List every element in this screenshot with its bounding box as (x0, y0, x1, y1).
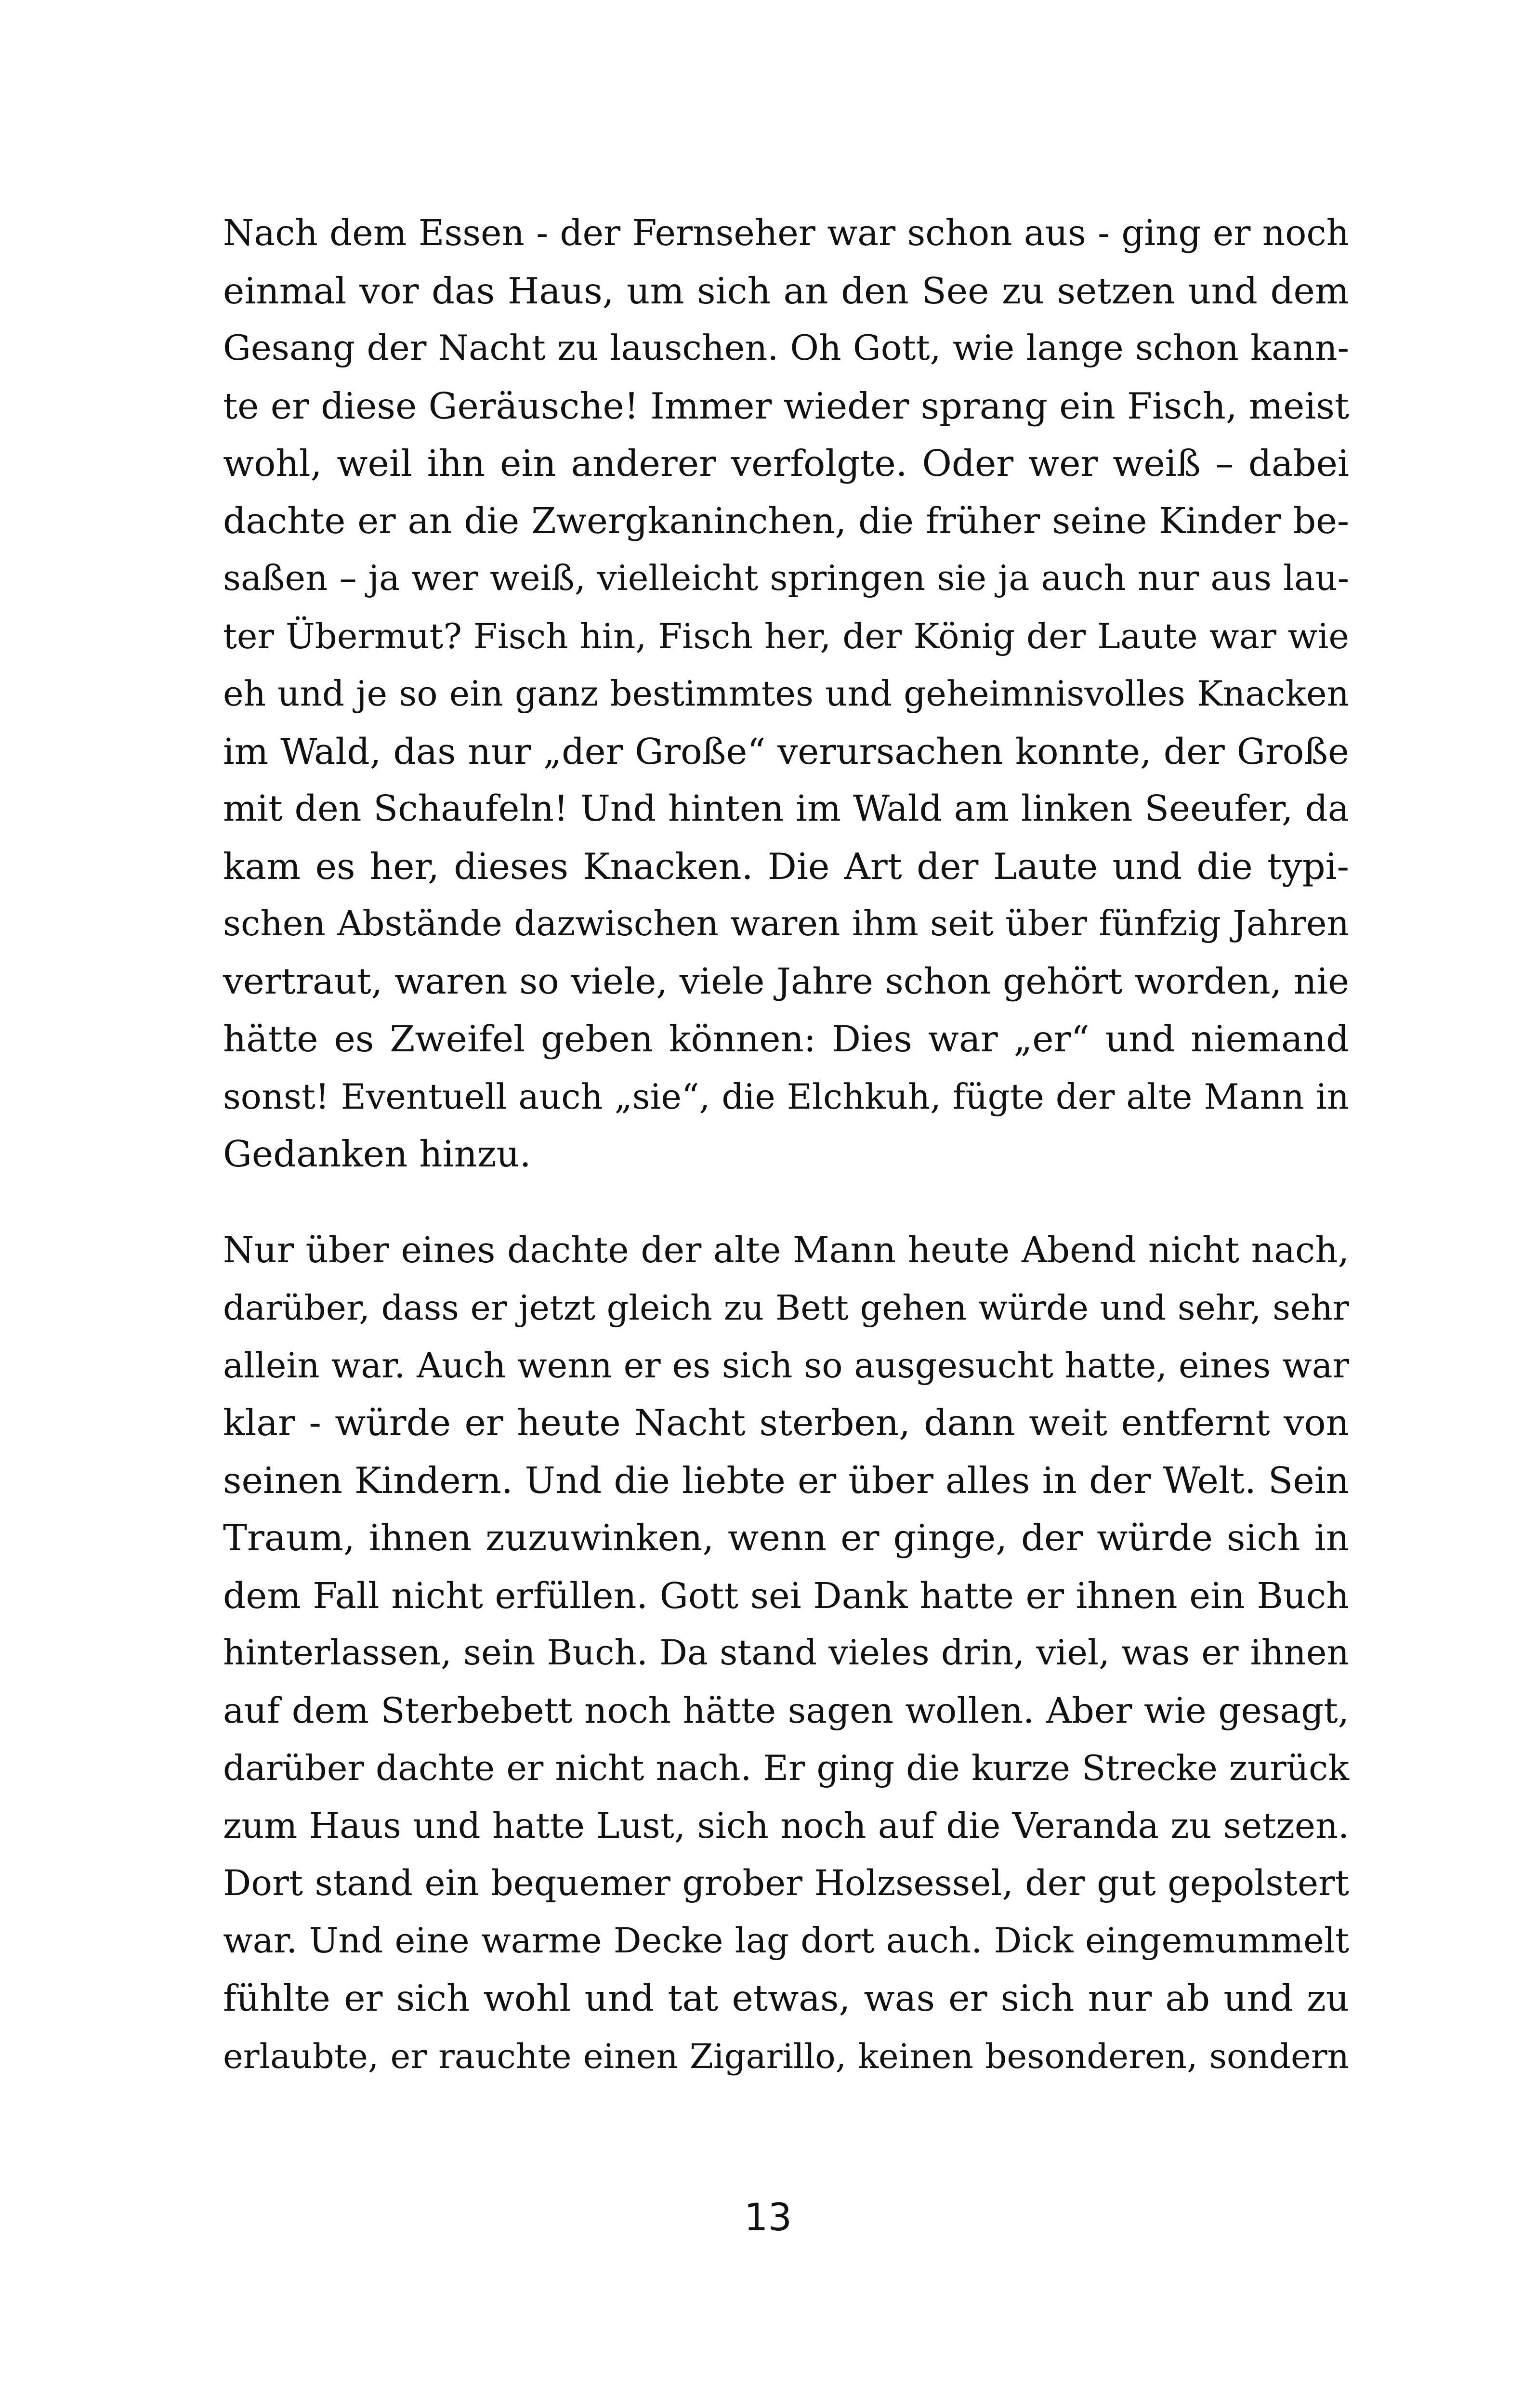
text-line: war. Und eine warme Decke lag dort auch. Dick eingemummelt (223, 1920, 1349, 1961)
text-line: te er diese Geräusche! Immer wieder sprang ein Fisch, meist (223, 384, 1349, 427)
text-line: Gedanken hinzu. (223, 1133, 531, 1175)
text-line: zum Haus und hatte Lust, sich noch auf die Veranda zu setzen. (223, 1805, 1349, 1846)
page-number: 13 (744, 2196, 792, 2239)
text-line: saßen – ja wer weiß, vielleicht springen sie ja auch nur aus lau- (223, 558, 1349, 599)
text-line: Traum, ihnen zuzuwinken, wenn er ginge, der würde sich in (223, 1517, 1349, 1559)
text-line: Nur über eines dachte der alte Mann heute Abend nicht nach, (223, 1230, 1349, 1271)
paragraph-1 (223, 205, 1349, 1183)
paragraph-2 (223, 1222, 1349, 2085)
body-text (223, 205, 1349, 2085)
text-line: im Wald, das nur „der Große“ verursachen konnte, der Große (223, 730, 1349, 772)
text-line: fühlte er sich wohl und tat etwas, was er sich nur ab und zu (223, 1977, 1349, 2019)
text-line: Dort stand ein bequemer grober Holzsessel, der gut gepolstert (223, 1863, 1349, 1904)
text-line: erlaubte, er rauchte einen Zigarillo, keinen besonderen, sondern (223, 2036, 1349, 2076)
text-line: wohl, weil ihn ein anderer verfolgte. Oder wer weiß – dabei (223, 442, 1349, 484)
text-line: schen Abstände dazwischen waren ihm seit über fünfzig Jahren (223, 903, 1349, 944)
text-line: hinterlassen, sein Buch. Da stand vieles drin, viel, was er ihnen (223, 1633, 1349, 1673)
text-line: vertraut, waren so viele, viele Jahre schon gehört worden, nie (223, 960, 1349, 1002)
text-line: Gesang der Nacht zu lauschen. Oh Gott, wie lange schon kann- (223, 328, 1349, 368)
text-line: ter Übermut? Fisch hin, Fisch her, der König der Laute war wie (223, 615, 1349, 656)
text-line: einmal vor das Haus, um sich an den See zu setzen und dem (223, 269, 1349, 312)
text-line: mit den Schaufeln! Und hinten im Wald am linken Seeufer, da (223, 788, 1349, 829)
text-line: darüber, dass er jetzt gleich zu Bett gehen würde und sehr, sehr (223, 1288, 1349, 1328)
text-line: kam es her, dieses Knacken. Die Art der Laute und die typi- (223, 845, 1349, 888)
text-line: auf dem Sterbebett noch hätte sagen wollen. Aber wie gesagt, (223, 1690, 1349, 1731)
text-line: hätte es Zweifel geben können: Dies war „er“ und niemand (223, 1018, 1349, 1060)
paragraph-spacer (223, 1183, 1349, 1222)
text-line: seinen Kindern. Und die liebte er über alles in der Welt. Sein (223, 1459, 1349, 1502)
text-line: dem Fall nicht erfüllen. Gott sei Dank hatte er ihnen ein Buch (223, 1574, 1349, 1617)
text-line: Nach dem Essen - der Fernseher war schon aus - ging er noch (223, 213, 1349, 254)
text-line: allein war. Auch wenn er es sich so ausgesucht hatte, eines war (223, 1345, 1349, 1386)
text-line: darüber dachte er nicht nach. Er ging die kurze Strecke zurück (223, 1748, 1349, 1788)
text-line: dachte er an die Zwergkaninchen, die früher seine Kinder be- (223, 500, 1349, 542)
text-line: eh und je so ein ganz bestimmtes und geheimnisvolles Knacken (223, 673, 1349, 714)
text-line: klar - würde er heute Nacht sterben, dann weit entfernt von (223, 1401, 1349, 1444)
text-line: sonst! Eventuell auch „sie“, die Elchkuh, fügte der alte Mann in (223, 1076, 1349, 1117)
